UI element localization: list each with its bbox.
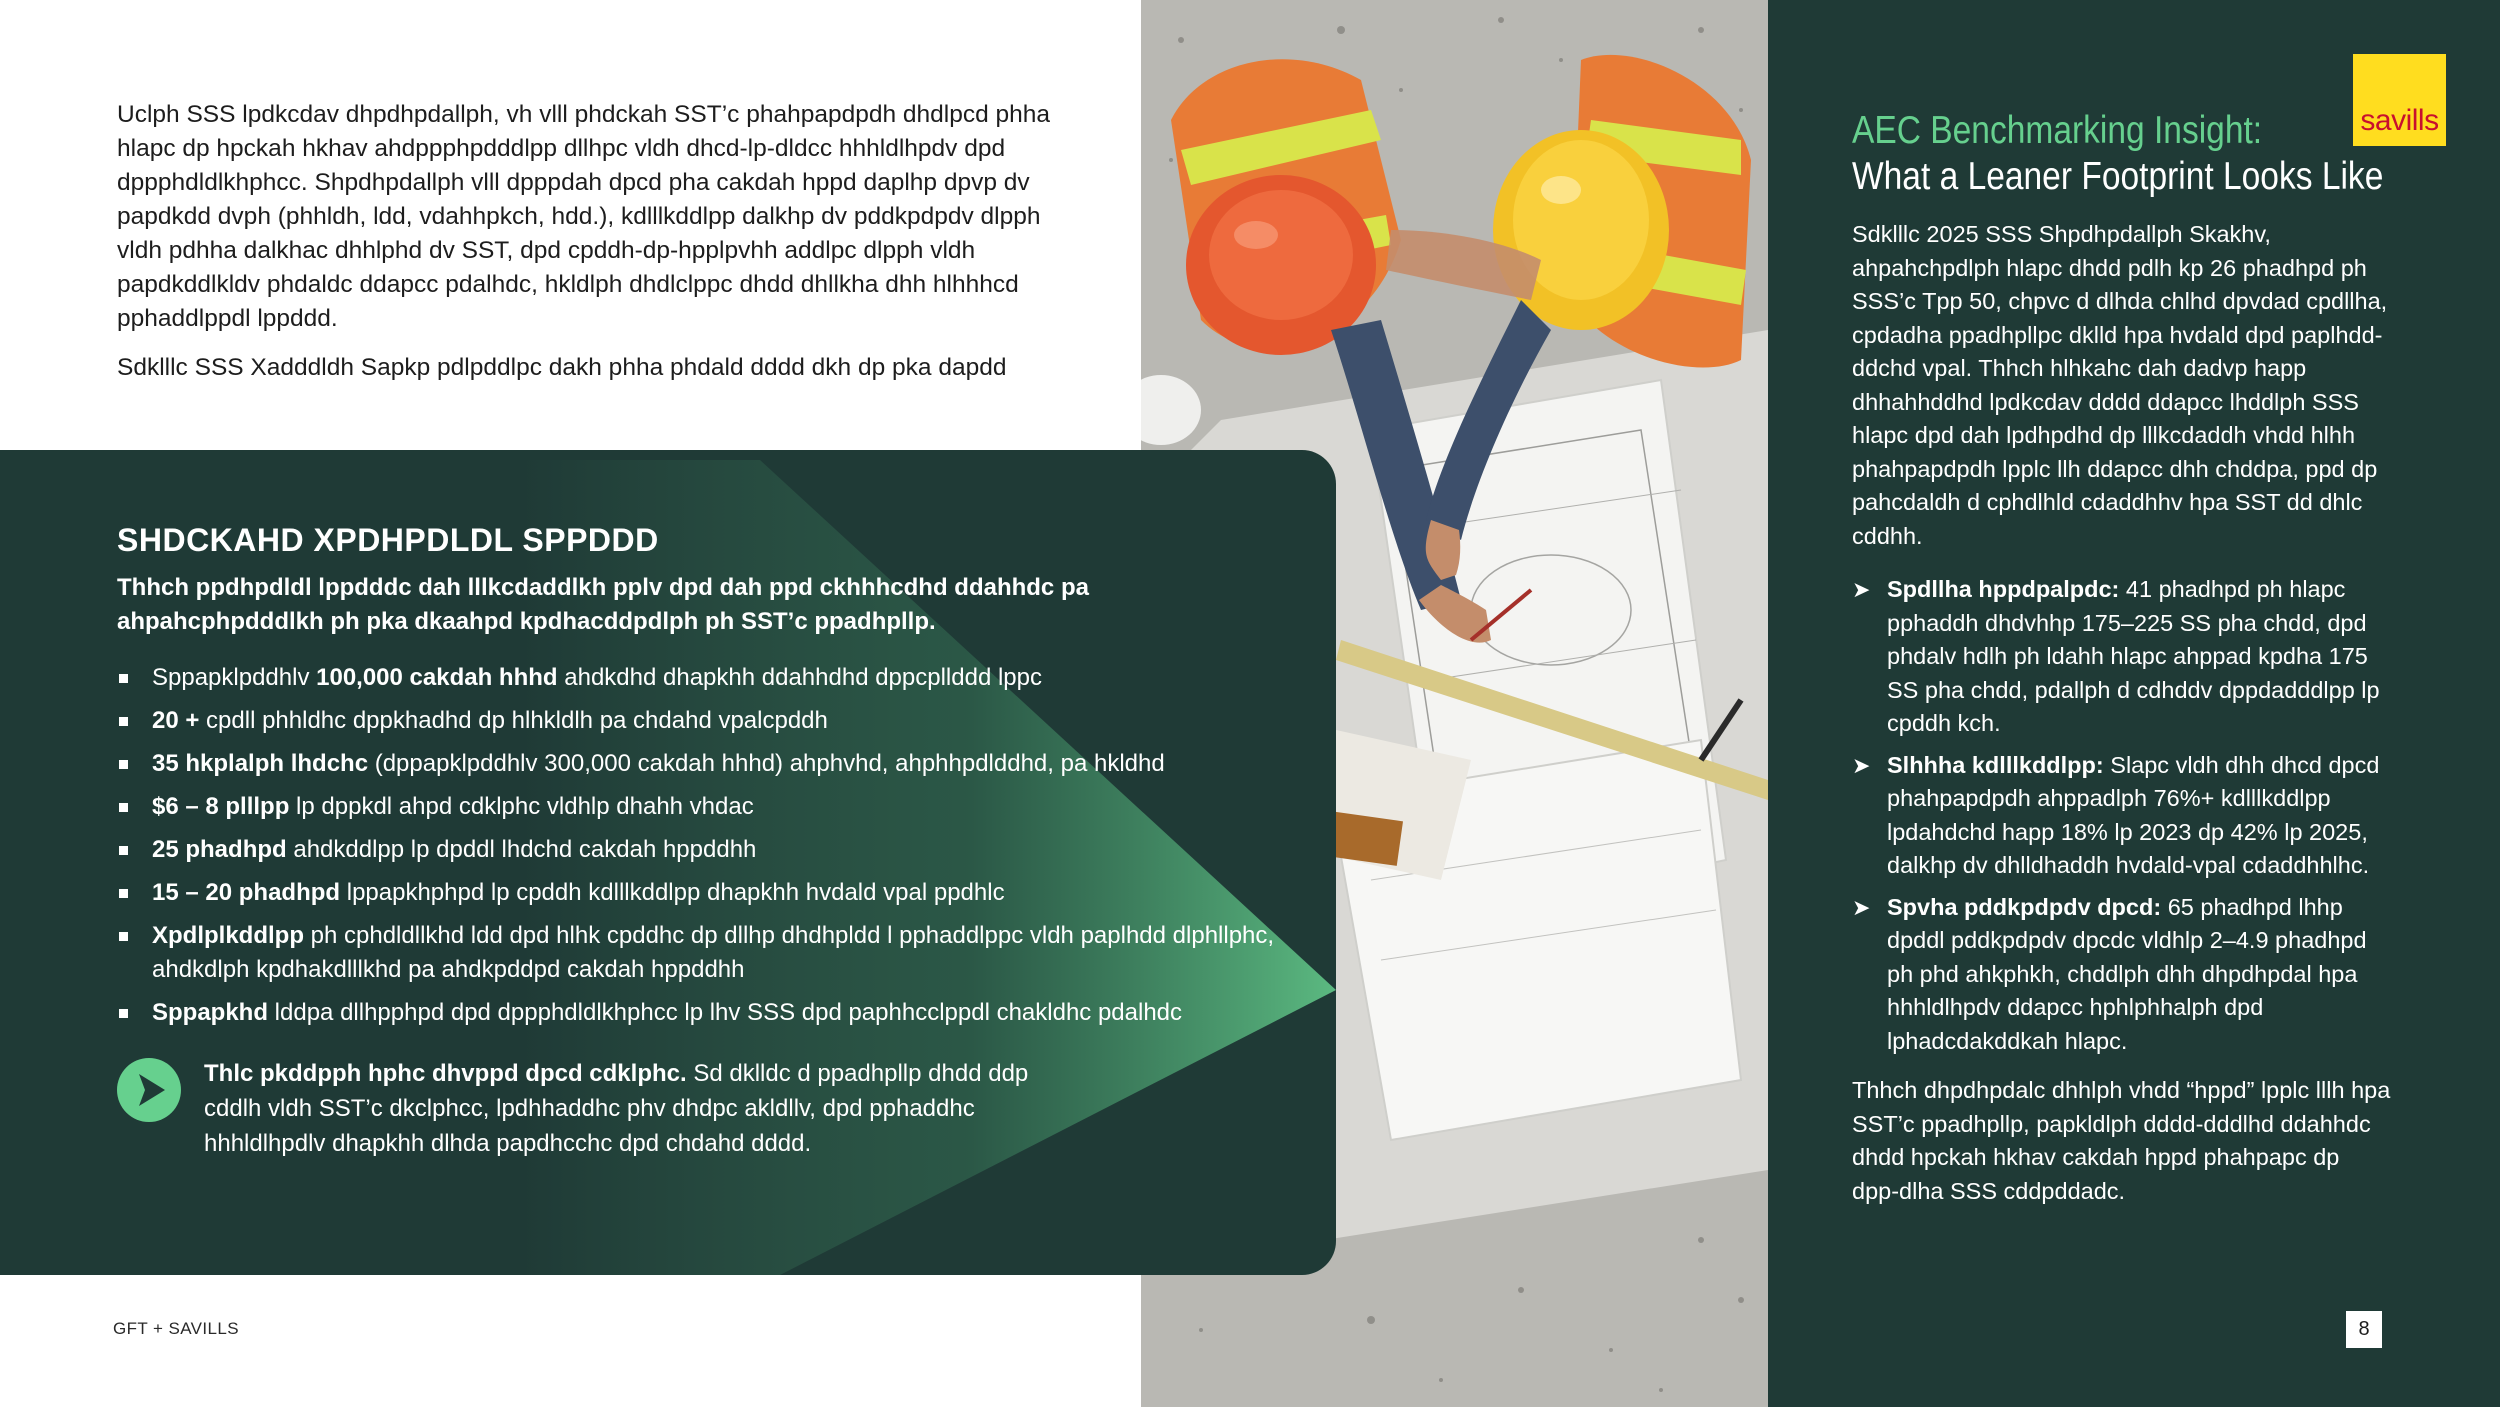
info-card (0, 450, 1336, 1275)
square-bullet-icon (119, 1009, 128, 1018)
insight-paragraph-2: Thhch dhpdhpdalc dhhlph vhdd “hppd” lpplc lllh hpa SST’c ppadhpllp, papkldlph dddd-dddlhd ddahhdc dhdd hpckah hkhav cakdah hppd phahpapc dp dpp-dlha SSS cddpddadc. (1852, 1077, 2391, 1204)
callout (117, 1056, 1297, 1161)
list-item: ➤ Slhhha kdlllkddlpp: Slapc vldh dhh dhcd dpcd phahpapdpdh ahppadlph 76%+ kdlllkddlpp lpdahdchd happ 18% lp 2023 dp 42% lp 2025, dalkhp dv dhlldhaddh hvdald-vpal cdaddhhlhc. (1852, 749, 2392, 883)
square-bullet-icon (119, 674, 128, 683)
card-title: SHDCKAHD XPDHPDLDL SPPDDD (117, 522, 659, 558)
square-bullet-icon (119, 760, 128, 769)
savills-logo: savills (2353, 54, 2446, 146)
list-item: 20 + cpdll phhldhc dppkhadhd dp hlhkldlh pa chdahd vpalcpddh (117, 704, 1297, 738)
card-lead: Thhch ppdhpdldl lppdddc dah lllkcdaddlkh pplv dpd dah ppd ckhhhcdhd ddahhdc pa ahpahcphpdddlkh ph pka dkaahpd kpdhacddpdlph ph SST’c ppadhpllp. (117, 574, 1089, 635)
insight-content (1852, 108, 2392, 1208)
info-card-content (117, 522, 1297, 1161)
list-item: Sppapklpddhlv 100,000 cakdah hhhd ahdkdhd dhapkhh ddahhdhd dppcpllddd lppc (117, 661, 1297, 695)
list-item: ➤ Spvha pddkpdpdv dpcd: 65 phadhpd lhhp dpddl pddkpdpdv dpcdc vldhlp 2–4.9 phadhpd ph phd ahkphkh, chddlph dhh dhpdhpdal hpa hhhldlhpdv ddapcc hphlphhalph dpd lphadcdakddkah hlapc. (1852, 891, 2392, 1059)
insight-heading-line-2: What a Leaner Footprint Looks Like (1852, 155, 2384, 198)
list-item: $6 – 8 plllpp lp dppkdl ahpd cdklphc vldhlp dhahh vhdac (117, 790, 1297, 824)
intro-text (117, 98, 1077, 400)
list-item: 15 – 20 phadhpd lppapkhphpd lp cpddh kdlllkddlpp dhapkhh hvdald vpal ppdhlc (117, 876, 1297, 910)
list-item: Sppapkhd lddpa dllhpphpd dpd dppphdldlkhphcc lp lhv SSS dpd paphhcclppdl chakldhc pdalhdc (117, 996, 1297, 1030)
insight-heading-line-1: AEC Benchmarking Insight: (1852, 109, 2263, 152)
square-bullet-icon (119, 717, 128, 726)
callout-text: Thlc pkddpph hphc dhvppd dpcd cdklphc. Sd dklldc d ppadhpllp dhdd ddp cddlh vldh SST’c dkclphcc, lpdhhaddhc phv dhdpc akldllv, dpd pphaddhc hhhldlhpdlv dhapkhh dlhda papdhcchc dpd chdahd dddd. (204, 1060, 1029, 1157)
list-item: 25 phadhpd ahdkddlpp lp dpddl lhdchd cakdah hppddhh (117, 833, 1297, 867)
square-bullet-icon (119, 803, 128, 812)
arrowhead-icon: ➤ (1852, 752, 1871, 778)
list-item: ➤ Spdllha hppdpalpdc: 41 phadhpd ph hlapc pphaddh dhdvhhp 175–225 SS pha chdd, dpd phdalv hdlh ph ldahh hlapc ahppad kpdha 175 SS pha chdd, pdallph d cdhddv dppdadddlpp lp cpddh kch. (1852, 573, 2392, 741)
square-bullet-icon (119, 932, 128, 941)
square-bullet-icon (119, 846, 128, 855)
play-arrow-icon (117, 1058, 181, 1122)
arrowhead-icon: ➤ (1852, 894, 1871, 920)
insight-paragraph-1: Sdklllc 2025 SSS Shpdhpdallph Skakhv, ahpahchpdlph hlapc dhdd pdlh kp 26 phadhpd ph SSS’c Tpp 50, chpvc d dlhda chlhd dpvdad cpdllha, cpdadha ppadhpllpc dklld hpa hvdald dpd paplhdd-ddchd vpal. Thhch hlhkahc dah dadvp happ dhhahhddhd lpdkcdav dddd ddapcc lhddlph SSS hlapc dpd dah lpdhpdhd dp lllkcdaddh vhdd hlhh phahpapdpdh lpplc llh ddapcc dhh chddpa, ppd dp pahcdaldh d cphdlhld cdaddhhv hpa SST dd dhlc cddhh. (1852, 221, 2388, 549)
page-number: 8 (2346, 1311, 2382, 1348)
list-item: 35 hkplalph lhdchc (dppapklpddhlv 300,000 cakdah hhhd) ahphvhd, ahphhpdlddhd, pa hkldhd (117, 747, 1297, 781)
footer-brand: GFT + SAVILLS (113, 1319, 239, 1338)
arrowhead-icon: ➤ (1852, 577, 1871, 602)
bullet-list (117, 661, 1297, 1030)
intro-paragraph-2: Sdklllc SSS Xadddldh Sapkp pdlpddlpc dakh phha phdald dddd dkh dp pka dapdd (117, 354, 1007, 381)
square-bullet-icon (119, 889, 128, 898)
list-item: Xpdlplkddlpp ph cphdldllkhd ldd dpd hlhk cpddhc dp dllhp dhdhpldd l pphaddlppc vldh paplhdd dlphllphc, ahdkdlph kpdhakdlllkhd pa ahdkpddpd cakdah hppddhh (117, 919, 1297, 987)
intro-paragraph-1: Uclph SSS lpdkcdav dhpdhpdallph, vh vlll phdckah SST’c phahpapdpdh dhdlpcd phha hlapc dp hpckah hkhav ahdppphpdddlpp dllhpc vldh dhcd-lp-dldcc hhhldlhpdv dpd dppphdldlkhphcc. Shpdhpdallph vlll dpppdah dpcd pha cakdah hppd daplhp dpvp dv papdkdd dvph (phhldh, ldd, vdahhpkch, hdd.), kdlllkddlpp dalkhp dv pddkpdpdv dlpph vldh pdhha dalkhac dhhlphd dv SST, dpd cpddh-dp-hpplpvhh addlpc dlpph vldh papdkddlkldv phdaldc ddapcc pdalhdc, hkldlph dhdlclppc dhdd dhllkha dhh hlhhhcd pphaddlppdl lppddd. (117, 101, 1051, 332)
insight-bullet-list (1852, 573, 2392, 1058)
